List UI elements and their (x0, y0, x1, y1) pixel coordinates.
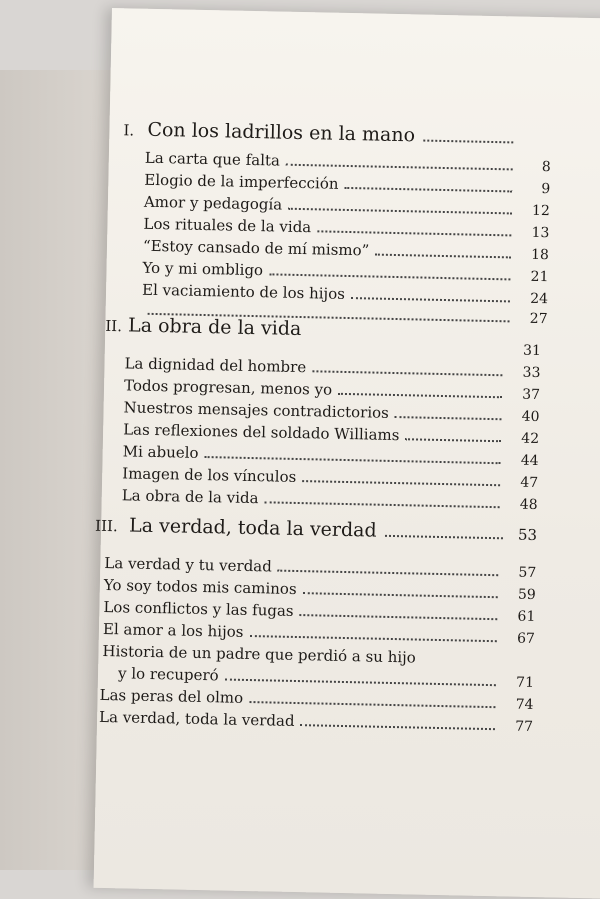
toc-entry (99, 708, 533, 735)
page-number: 53 (517, 525, 538, 545)
entry-title: La carta que falta (144, 148, 281, 170)
dot-leader (303, 592, 498, 598)
entry-title: y lo recuperó (117, 664, 219, 685)
page-number: 57 (518, 564, 537, 582)
page-number: 8 (541, 159, 551, 176)
entry-title: Las peras del olmo (99, 685, 244, 707)
page-number: 12 (531, 202, 551, 220)
entry-title: Historia de un padre que perdió a su hijo (102, 641, 417, 667)
entry-title: Nuestros mensajes contradictorios (123, 398, 390, 422)
dot-leader (300, 724, 495, 730)
dot-leader (351, 297, 510, 302)
section-numeral: I. (123, 121, 135, 140)
page-number: 67 (516, 630, 536, 647)
dot-leader (395, 416, 502, 420)
dot-leader (299, 614, 497, 620)
page-number: 48 (519, 496, 538, 514)
entry-title: El vaciamiento de los hijos (141, 280, 346, 303)
table-of-contents (94, 8, 600, 735)
section-page-number (491, 342, 541, 359)
dot-leader (344, 187, 512, 193)
entry-title: Todos progresan, menos yo (123, 376, 333, 399)
page-number: 40 (521, 408, 540, 426)
dot-leader (278, 570, 499, 577)
section-heading-1 (123, 118, 519, 148)
page-number: 21 (530, 268, 549, 286)
section-heading-2 (105, 314, 305, 340)
section-numeral: II. (105, 316, 123, 336)
dot-leader (385, 535, 503, 539)
section-numeral: III. (94, 516, 118, 536)
page-number: 61 (517, 608, 536, 625)
page-number: 59 (517, 586, 536, 604)
entry-title: Las reflexiones del soldado Williams (122, 420, 400, 445)
page-number: 47 (520, 474, 539, 492)
page-number: 71 (515, 674, 535, 691)
dot-leader (249, 635, 496, 642)
dot-leader (249, 701, 495, 708)
page-number: 33 (522, 364, 541, 382)
section-title: La verdad, toda la verdad (128, 514, 377, 542)
section-title: Con los ladrillos en la mano (147, 118, 416, 147)
page-number: 44 (520, 452, 539, 470)
entry-title: La dignidad del hombre (124, 354, 307, 377)
dot-leader (405, 438, 501, 442)
page-number: 77 (515, 718, 534, 735)
dot-leader (317, 230, 511, 236)
entry-title: La obra de la vida (121, 486, 259, 508)
page-number: 31 (522, 342, 542, 360)
dot-leader (338, 393, 502, 398)
dot-leader (264, 501, 499, 508)
section-title: La obra de la vida (127, 314, 302, 341)
page-number: 37 (521, 386, 541, 404)
entry-title: Mi abuelo (122, 442, 199, 462)
dot-leader (286, 164, 513, 171)
page-number: 9 (541, 181, 551, 198)
entry-title: Elogio de la imperfección (144, 170, 339, 193)
entry-title: Los rituales de la vida (143, 214, 312, 237)
toc-entry (122, 486, 538, 513)
page-number: 27 (529, 310, 548, 328)
section-heading-3 (95, 514, 537, 545)
dot-leader (269, 273, 510, 280)
book-page (94, 8, 600, 899)
entry-title: “Estoy cansado de mí mismo” (142, 236, 370, 260)
page-number: 13 (531, 224, 550, 242)
entry-title: La verdad y tu verdad (104, 553, 273, 576)
page-number: 18 (530, 246, 550, 264)
dot-leader (204, 456, 500, 464)
dot-leader (375, 254, 511, 259)
entry-title: Yo y mi ombligo (142, 258, 264, 280)
entry-title: Imagen de los vínculos (122, 464, 297, 486)
entry-title: El amor a los hijos (102, 619, 244, 641)
page-number: 42 (521, 430, 540, 448)
page-number: 24 (530, 290, 549, 308)
entry-title: Los conflictos y las fugas (103, 597, 294, 620)
dot-leader (312, 370, 502, 376)
entry-title: La verdad, toda la verdad (98, 707, 295, 730)
dot-leader (423, 140, 513, 144)
dot-leader (225, 679, 496, 687)
dot-leader (288, 208, 512, 215)
entry-title: Amor y pedagogía (143, 192, 283, 214)
dot-leader (302, 480, 500, 486)
page-number: 74 (515, 696, 534, 713)
entry-title: Yo soy todos mis caminos (103, 575, 297, 598)
